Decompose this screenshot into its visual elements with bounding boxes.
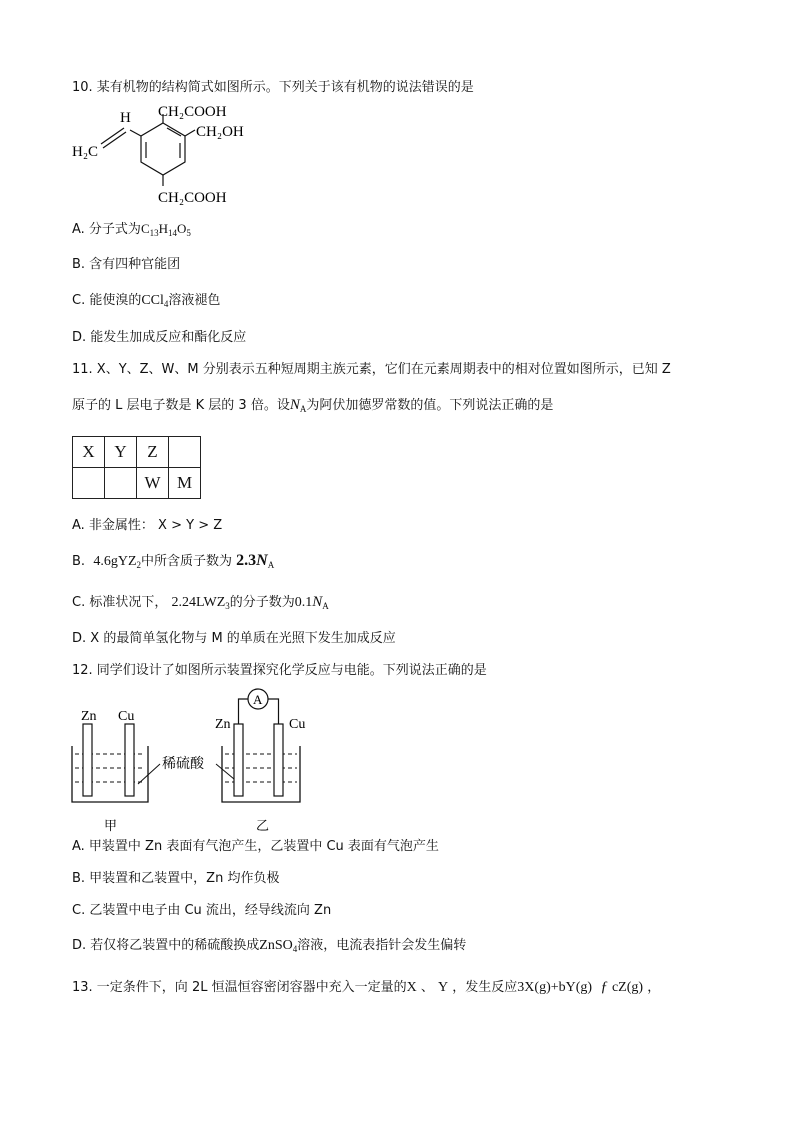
cu-label-jia: Cu — [118, 709, 135, 724]
q12-apparatus-diagram — [66, 684, 326, 834]
table-cell — [105, 468, 137, 499]
q11-option-c: C. 标准状况下， $2.24LWZ_3$的分子数为$0.1N_A$ — [72, 594, 329, 611]
q11-option-d: D. X 的最简单氢化物与 M 的单质在光照下发生加成反应 — [72, 631, 396, 646]
q10-option-d: D. 能发生加成反应和酯化反应 — [72, 330, 247, 345]
periodic-position-table — [72, 436, 201, 499]
q10-structure-diagram — [68, 100, 268, 212]
q12-option-b: B. 甲装置和乙装置中，Zn 均作负极 — [72, 871, 280, 886]
q10-option-b: B. 含有四种官能团 — [72, 257, 181, 272]
label-jia: 甲 — [104, 818, 118, 833]
acid-label: 稀硫酸 — [162, 757, 204, 772]
q12-option-d: D. 若仅将乙装置中的稀硫酸换成ZnSO$_4$溶液，电流表指针会发生偏转 — [72, 938, 467, 954]
table-cell: M — [169, 468, 201, 499]
cu-label-yi: Cu — [289, 717, 306, 732]
table-row — [73, 437, 201, 468]
q11-stem-line2: 原子的 L 层电子数是 K 层的 3 倍。设$N_A$为阿伏加德罗常数的值。下列说法正确的是 — [72, 397, 554, 414]
zn-label-yi: Zn — [215, 717, 231, 732]
bottom-group-label: CH₂COOH — [158, 190, 227, 206]
q12-option-c: C. 乙装置中电子由 Cu 流出，经导线流向 Zn — [72, 903, 332, 918]
label-yi: 乙 — [256, 818, 270, 833]
ammeter-label: A — [253, 692, 263, 707]
q11-option-b: B. 4.6gYZ$_2$中所含质子数为 $2.3N_A$ — [72, 552, 275, 570]
table-cell: Z — [137, 437, 169, 468]
q10-option-c: C. 能使溴的CCl$_4$溶液褪色 — [72, 293, 221, 309]
table-cell — [73, 468, 105, 499]
q10-option-a: A. 分子式为$C_{13}H_{14}O_5$ — [72, 221, 191, 238]
vinyl-h-label: H — [120, 110, 131, 126]
table-row — [73, 468, 201, 499]
table-cell: Y — [105, 437, 137, 468]
q12-option-a: A. 甲装置中 Zn 表面有气泡产生，乙装置中 Cu 表面有气泡产生 — [72, 839, 439, 854]
table-cell: X — [73, 437, 105, 468]
q12-stem: 12. 同学们设计了如图所示装置探究化学反应与电能。下列说法正确的是 — [72, 663, 487, 678]
table-cell: W — [137, 468, 169, 499]
q11-option-a: A. 非金属性： X > Y > Z — [72, 518, 223, 533]
q11-stem-line1: 11. X、Y、Z、W、M 分别表示五种短周期主族元素，它们在元素周期表中的相对位置如图所示，已知 Z — [72, 362, 671, 377]
table-cell — [169, 437, 201, 468]
top-group-label: CH₂COOH — [158, 104, 227, 120]
zn-label-jia: Zn — [81, 709, 97, 724]
q13-stem: 13. 一定条件下，向 2L 恒温恒容密闭容器中充入一定量的X 、 Y ，发生反应3X(g)+bY(g) ƒ cZ(g) ， — [72, 979, 661, 995]
right-group-label: CH₂OH — [196, 124, 244, 140]
q10-stem: 10. 某有机物的结构简式如图所示。下列关于该有机物的说法错误的是 — [72, 80, 474, 95]
vinyl-ch2-label: H₂C — [72, 144, 99, 160]
